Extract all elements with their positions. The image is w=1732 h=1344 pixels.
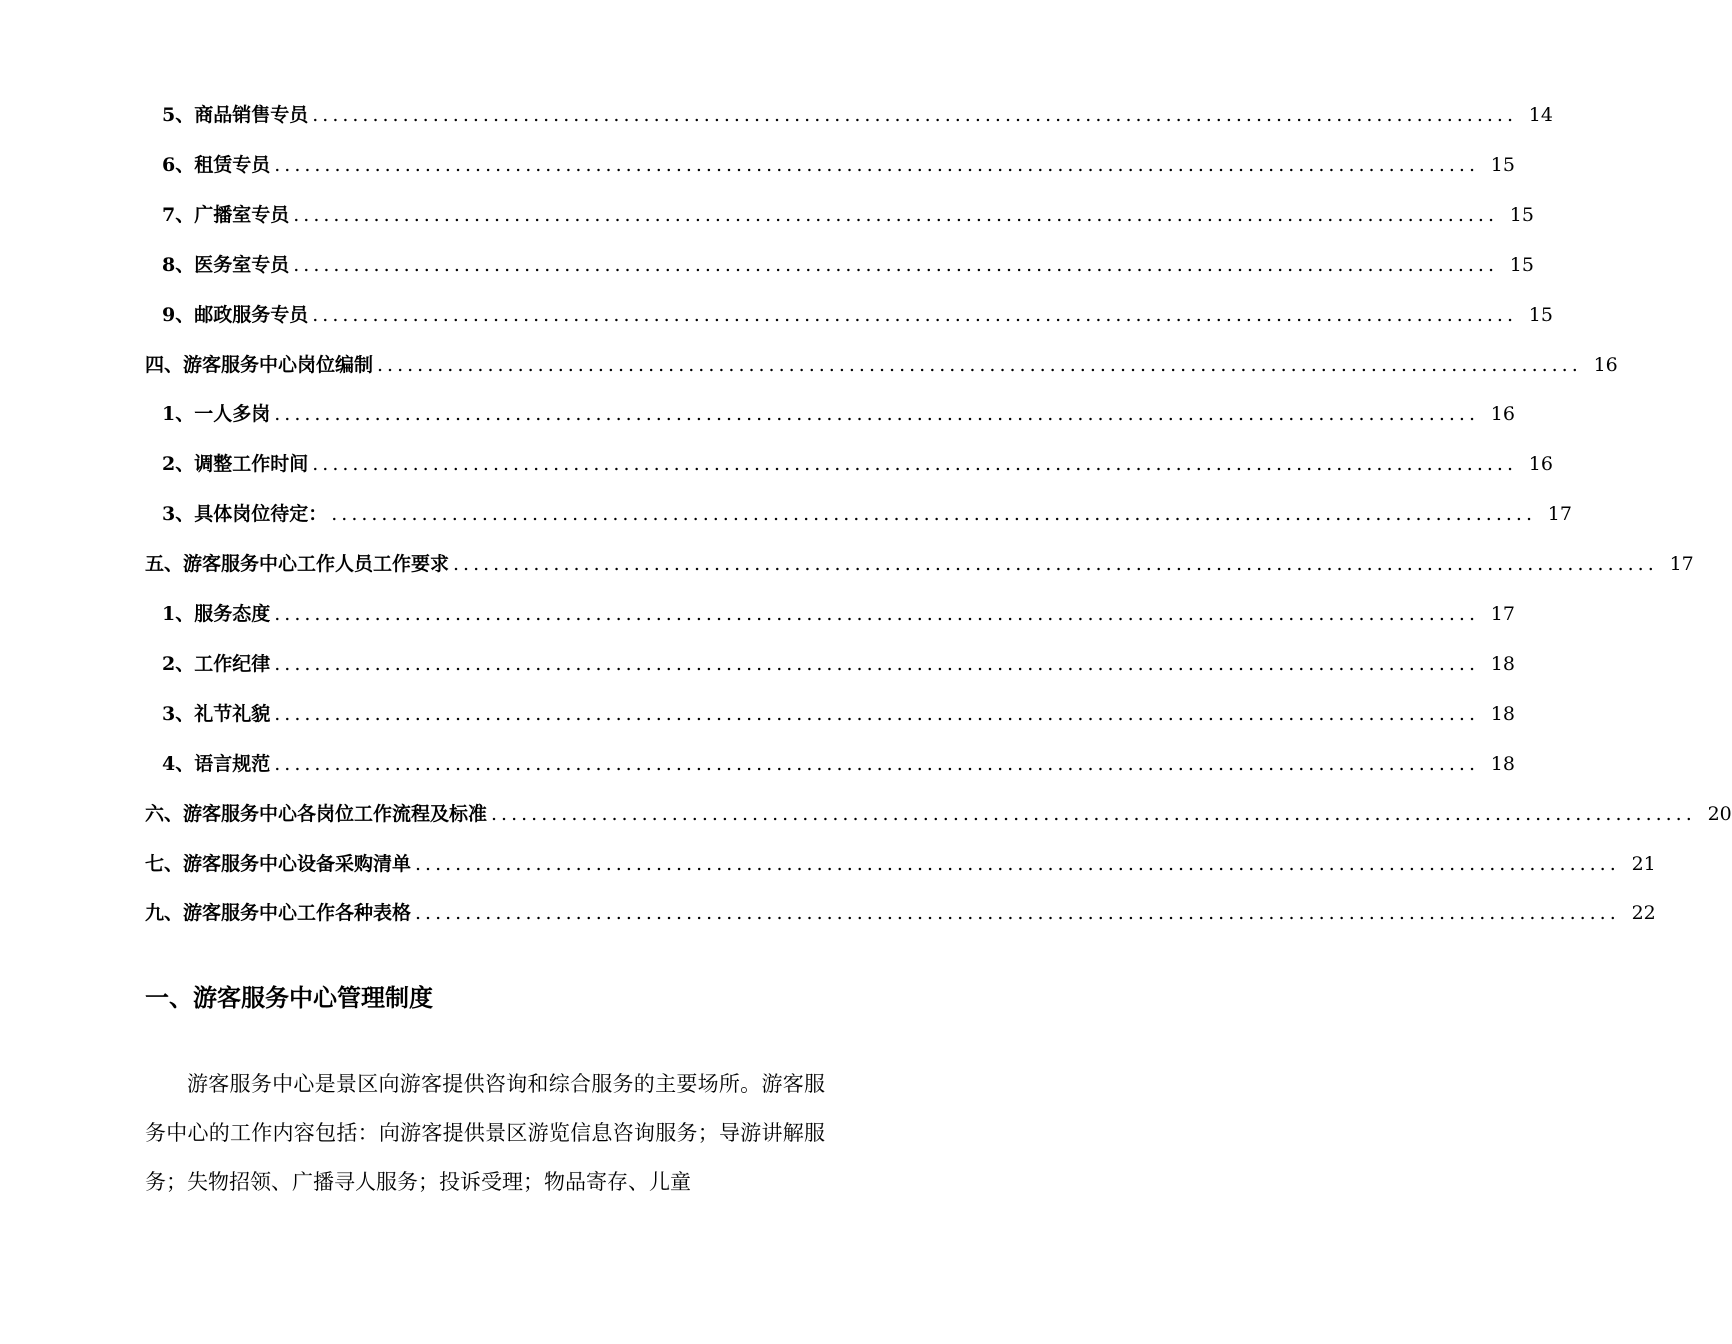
toc-dot-leader: ........................................................................................................................ (274, 603, 1479, 625)
toc-dot-leader: ........................................................................................................................ (274, 403, 1479, 426)
toc-entry-page-number: 16 (1593, 353, 1618, 376)
toc-entry-label: 九、游客服务中心工作各种表格 (145, 902, 412, 925)
toc-entry-page-number: 15 (1509, 253, 1534, 276)
toc-entry[interactable] (162, 298, 1553, 332)
toc-entry-label: 2、调整工作时间 (162, 453, 309, 476)
toc-entry[interactable] (162, 497, 1572, 531)
toc-entry-label: 6、租赁专员 (162, 153, 271, 176)
toc-dot-leader: ........................................................................................................................ (293, 253, 1498, 276)
toc-entry[interactable] (162, 198, 1534, 232)
toc-dot-leader: ........................................................................................................................ (312, 303, 1517, 326)
toc-entry-label: 五、游客服务中心工作人员工作要求 (145, 553, 450, 576)
toc-entry[interactable] (162, 447, 1553, 481)
toc-entry-label: 四、游客服务中心岗位编制 (145, 353, 374, 376)
toc-dot-leader: ........................................................................................................................ (331, 503, 1536, 526)
toc-entry-page-number: 15 (1528, 303, 1553, 326)
toc-entry-label: 1、服务态度 (162, 603, 271, 625)
toc-dot-leader: ........................................................................................................................ (415, 902, 1620, 925)
toc-entry[interactable] (145, 547, 1694, 581)
toc-dot-leader: ........................................................................................................................ (312, 104, 1517, 126)
toc-entry-page-number: 14 (1528, 104, 1553, 126)
body-text (145, 1060, 825, 1207)
toc-dot-leader: ........................................................................................................................ (453, 553, 1658, 576)
toc-entry[interactable] (145, 896, 1656, 930)
toc-entry-label: 1、一人多岗 (162, 403, 271, 426)
toc-entry[interactable] (145, 847, 1656, 881)
toc-dot-leader: ........................................................................................................................ (415, 852, 1620, 875)
toc-entry-page-number: 17 (1547, 503, 1572, 526)
toc-entry-page-number: 15 (1490, 153, 1515, 176)
toc-entry-label: 8、医务室专员 (162, 253, 290, 276)
toc-dot-leader: ........................................................................................................................ (312, 453, 1517, 476)
toc-entry-label: 9、邮政服务专员 (162, 303, 309, 326)
toc-dot-leader: ........................................................................................................................ (491, 802, 1696, 825)
toc-entry-label: 六、游客服务中心各岗位工作流程及标准 (145, 802, 488, 825)
toc-entry[interactable] (162, 248, 1534, 282)
section-heading: 一、游客服务中心管理制度 (145, 983, 433, 1012)
toc-entry-label: 3、礼节礼貌 (162, 702, 271, 725)
toc-entry-page-number: 17 (1490, 603, 1515, 625)
toc-entry[interactable] (145, 348, 1618, 382)
toc-dot-leader: ........................................................................................................................ (274, 652, 1479, 675)
toc-entry-page-number: 21 (1631, 852, 1656, 875)
toc-entry-page-number: 17 (1669, 553, 1694, 576)
toc-entry[interactable] (162, 747, 1515, 781)
toc-entry-page-number: 15 (1509, 203, 1534, 226)
toc-entry[interactable] (162, 647, 1515, 681)
toc-entry[interactable] (162, 148, 1515, 182)
toc-entry-label: 2、工作纪律 (162, 652, 271, 675)
toc-entry-page-number: 18 (1490, 652, 1515, 675)
toc-entry-page-number: 22 (1631, 902, 1656, 925)
toc-entry[interactable] (162, 98, 1553, 132)
body-paragraph: 游客服务中心是景区向游客提供咨询和综合服务的主要场所。游客服务中心的工作内容包括：向游客提供景区游览信息咨询服务；导游讲解服务；失物招领、广播寻人服务；投诉受理；物品寄存、儿童 (145, 1072, 825, 1194)
toc-dot-leader: ........................................................................................................................ (274, 752, 1479, 775)
toc-entry-page-number: 20 (1707, 802, 1732, 825)
toc-entry-page-number: 16 (1490, 403, 1515, 426)
toc-entry[interactable] (162, 397, 1515, 431)
toc-dot-leader: ........................................................................................................................ (293, 203, 1498, 226)
toc-entry-label: 4、语言规范 (162, 752, 271, 775)
toc-entry-page-number: 18 (1490, 702, 1515, 725)
toc-entry[interactable] (162, 597, 1515, 631)
toc-entry-label: 3、具体岗位待定： (162, 503, 328, 526)
toc-dot-leader: ........................................................................................................................ (274, 702, 1479, 725)
toc-entry[interactable] (145, 797, 1732, 831)
toc-entry-label: 7、广播室专员 (162, 203, 290, 226)
toc-entry-label: 5、商品销售专员 (162, 104, 309, 126)
toc-dot-leader: ........................................................................................................................ (377, 353, 1582, 376)
toc-dot-leader: ........................................................................................................................ (274, 153, 1479, 176)
toc-entry-page-number: 18 (1490, 752, 1515, 775)
toc-entry-label: 七、游客服务中心设备采购清单 (145, 852, 412, 875)
toc-entry-page-number: 16 (1528, 453, 1553, 476)
toc-entry[interactable] (162, 697, 1515, 731)
